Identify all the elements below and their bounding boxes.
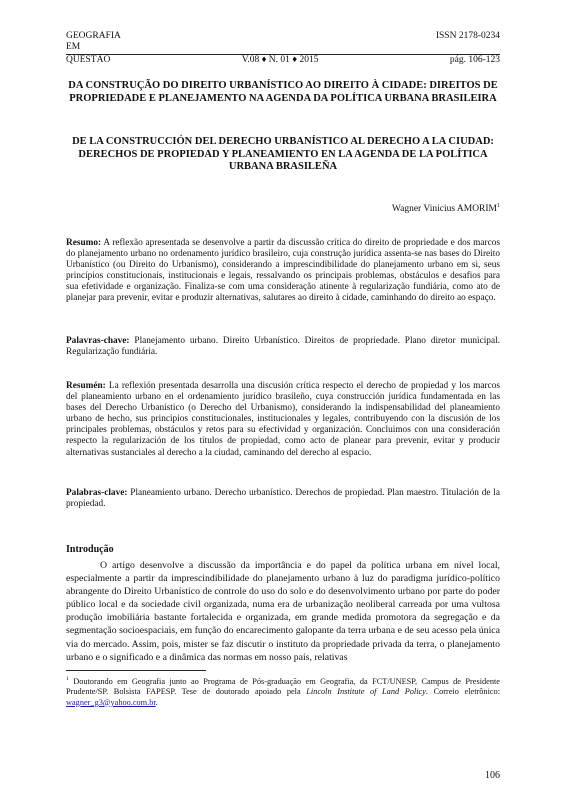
footnote-institute: Lincoln Institute of Land Policy xyxy=(306,687,426,697)
footnote-end: . xyxy=(155,697,158,707)
footnote xyxy=(66,674,500,708)
journal-name-line3: QUESTÃO xyxy=(66,55,111,65)
page-range: pág. 106-123 xyxy=(449,55,500,65)
abstract-es xyxy=(66,381,500,459)
intro-paragraph: O artigo desenvolve a discussão da importância e do papel da política urbana em nível local, especialmente a partir da imprescindibilidade do planejamento urbano à luz do paradigma jurídico-político abrangente do Direito Urbanístico de controle do uso do solo e do desenvolvimento urbano por parte do poder público local e da sociedade civil organizada, numa era de urbanização neoliberal carreada por uma vultosa produção imobiliária bastante fortalecida e organizada, em grande medida promotora da segregação e da segmentação socioespaciais, em função do encarecimento galopante da terra urbana e de seu acesso pela única via do mercado. Assim, pois, mister se faz discutir o instituto da propriedade privada da terra, o planejamento urbano e o significado e a dinâmica das normas em nosso país, relativas xyxy=(66,560,500,663)
intro-heading: Introdução xyxy=(66,544,114,555)
keywords-es-text: Planeamiento urbano. Derecho urbanístico. Derechos de propiedad. Plan maestro. Titulación de la propiedad. xyxy=(66,488,500,510)
footnote-mark: 1 xyxy=(66,676,69,682)
author-name: Wagner Vinicius AMORIM xyxy=(391,204,497,215)
author xyxy=(392,203,500,214)
journal-header xyxy=(66,31,500,53)
page-number: 106 xyxy=(485,770,500,781)
keywords-pt xyxy=(66,336,500,358)
author-footnote-mark[interactable]: 1 xyxy=(497,203,500,209)
footnote-rule xyxy=(66,670,206,671)
title-portuguese: DA CONSTRUÇÃO DO DIREITO URBANÍSTICO AO DIREITO À CIDADE: DIREITOS DE PROPRIEDADE E PLANEJAMENTO NA AGENDA DA POLÍTICA URBANA BRASILEIRA xyxy=(68,80,498,104)
footnote-email-link[interactable]: wagner_g3@yahoo.com.br xyxy=(66,697,156,707)
volume-info: V.08 ♦ N. 01 ♦ 2015 xyxy=(241,55,319,65)
abstract-pt xyxy=(66,238,500,305)
footnote-text: Doutorando em Geografia junto ao Programa de Pós-graduação em Geografia, da FCT/UNESP, Campus de Presidente Prudente/SP. Bolsista FAPESP. Tese de doutorado apoiado pela xyxy=(66,676,500,697)
abstract-pt-label: Resumo: xyxy=(66,238,102,248)
title-spanish: DE LA CONSTRUCCIÓN DEL DERECHO URBANÍSTICO AL DERECHO A LA CIUDAD: DERECHOS DE PROPIEDAD Y PLANEAMIENTO EN LA AGENDA DE LA POLÍTICA URBANA BRASILEÑA xyxy=(72,136,494,173)
abstract-es-label: Resumén: xyxy=(66,381,106,391)
journal-name-line2: EM xyxy=(66,42,81,52)
keywords-es xyxy=(66,488,500,510)
journal-name-line1: GEOGRAFIA xyxy=(66,31,121,41)
abstract-es-text: La reflexión presentada desarrolla una discusión crítica respecto el derecho de propiedad y los marcos del planeamiento urbano en el ordenamiento jurídico brasileño, cuya construcción jurídica fundamentada en las bases del Derecho Urbanístico (o Derecho del Urbanismo), considerando la indispensabilidad del planeamiento urbano de hecho, sus principios constitucionales, institucionales y legales, contribuyendo con la discusión de los principales problemas, obstáculos y retos para su efectividad y organización. Concluimos con una consideración respecto la regularización de los títulos de propiedad, como acto de planear para prevenir, evitar y producir alternativas sustanciales al derecho a la ciudad, caminando del derecho al espacio. xyxy=(66,381,500,458)
journal-header-row2 xyxy=(66,55,500,66)
footnote-text2: . Correio eletrônico: xyxy=(425,687,501,697)
keywords-es-label: Palabras-clave: xyxy=(66,488,128,498)
issn: ISSN 2178-0234 xyxy=(435,31,500,41)
keywords-pt-label: Palavras-chave: xyxy=(66,336,130,346)
abstract-pt-text: A reflexão apresentada se desenvolve a partir da discussão crítica do direito de propriedade e dos marcos do planejamento urbano no ordenamento jurídico brasileiro, cuja construção jurídica assenta-se nas bases do Direito Urbanístico (ou Direito do Urbanismo), considerando a imprescindibilidade do planejamento urbano em si, seus princípios constitucionais, institucionais e legais, ressalvando os principais problemas, obstáculos e desafios para sua efetividade e organização. Finaliza-se com uma consideração atinente à regularização fundiária, como ato de planejar para prevenir, evitar e produzir alternativas, salutares ao direito à cidade, caminhando do direito ao espaço. xyxy=(66,238,500,304)
keywords-pt-text: Planejamento urbano. Direito Urbanístico. Direitos de propriedade. Plano diretor municipal. Regularização fundiária. xyxy=(66,336,500,358)
